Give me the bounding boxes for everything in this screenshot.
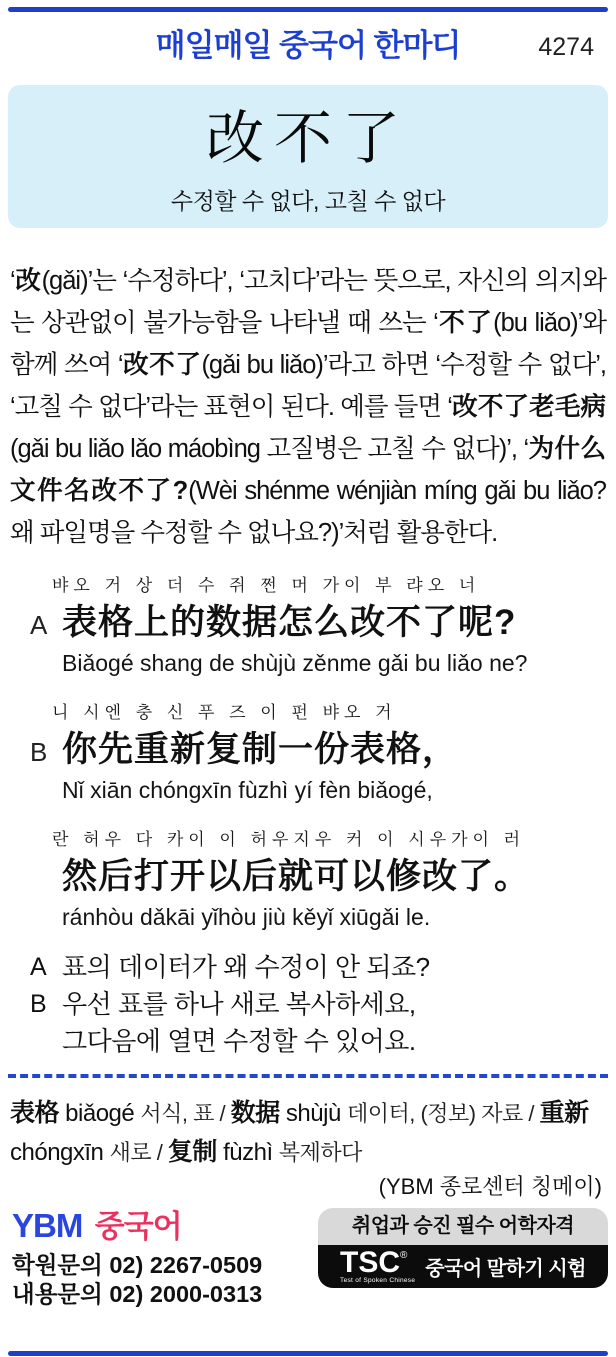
- dialogue-line-b2: [0, 828, 616, 933]
- translation-text-b1: 우선 표를 하나 새로 복사하세요,: [62, 989, 416, 1019]
- translation-label-a: A: [30, 953, 47, 981]
- pinyin-b1: Nǐ xiān chóngxīn fùzhì yí fèn biǎogé,: [62, 777, 433, 803]
- header: [0, 25, 616, 67]
- footer: [8, 1208, 608, 1309]
- ybm-logo: YBM: [12, 1207, 83, 1244]
- ybm-chinese-label: 중국어: [94, 1209, 182, 1244]
- pronunciation-guide-a: 뱌오 거 상 더 수 쥐 쩐 머 가이 부 랴오 너: [52, 576, 481, 595]
- vocabulary-list: 表格 biǎogé 서식, 표 / 数据 shùjù 데이터, (정보) 자료 / 重新 chóngxīn 새로 / 复制 fùzhì 복제하다: [10, 1099, 589, 1166]
- brand-logo: [12, 1208, 262, 1251]
- speaker-label-a: A: [30, 610, 48, 640]
- phone-academy: 학원문의 02) 2267-0509: [12, 1252, 263, 1278]
- author-credit: (YBM 종로센터 칭메이): [378, 1174, 602, 1199]
- chinese-lesson-card: [0, 7, 616, 1309]
- pronunciation-guide-b1: 니 시엔 충 신 푸 즈 이 펀 뱌오 거: [52, 703, 397, 722]
- bottom-divider-bar: [8, 1351, 608, 1356]
- explanation-paragraph: ‘改(gǎi)’는 ‘수정하다’, ‘고치다’라는 뜻으로, 자신의 의지와는 상관없이 불가능함을 나타낼 때 쓰는 ‘不了(bu liǎo)’와 함께 쓰여 ‘改不了(gǎi bu liǎo)’라고 하면 ‘수정할 수 없다’, ‘고칠 수 없다’라는 표현이 된다. 예를 들면 ‘改不了老毛病(gǎi bu liǎo lǎo máobìng 고질병은 고칠 수 없다)’, ‘为什么文件名改不了?(Wèi shénme wénjiàn míng gǎi bu liǎo? 왜 파일명을 수정할 수 없나요?)’처럼 활용한다.: [10, 267, 606, 547]
- translation-text-a: 표의 데이터가 왜 수정이 안 되죠?: [62, 952, 430, 982]
- translation-section: [0, 949, 616, 1060]
- chinese-row-a: [0, 598, 616, 648]
- dialogue-section: [0, 574, 616, 933]
- tsc-tagline: 취업과 승진 필수 어학자격: [318, 1208, 608, 1245]
- chinese-sentence-b1: 你先重新复制一份表格，: [62, 730, 459, 769]
- tsc-logo-row: [318, 1245, 608, 1288]
- registered-mark-icon: ®: [400, 1249, 408, 1261]
- tsc-logo: TSC® Test of Spoken Chinese: [340, 1245, 416, 1284]
- tsc-exam-label: 중국어 말하기 시험: [425, 1258, 586, 1280]
- issue-number: 4274: [538, 33, 594, 61]
- brand-block: [8, 1208, 262, 1309]
- pinyin-a: Biǎogé shang de shùjù zěnme gǎi bu liǎo ne?: [62, 650, 528, 676]
- tsc-exam-badge: [318, 1208, 608, 1288]
- page-title: 매일매일 중국어 한마디: [155, 28, 461, 63]
- chinese-row-b1: [0, 725, 616, 775]
- pinyin-b2: ránhòu dǎkāi yǐhòu jiù kěyǐ xiūgǎi le.: [62, 904, 431, 930]
- dialogue-line-a: [0, 574, 616, 679]
- tsc-subtitle: Test of Spoken Chinese: [340, 1276, 416, 1284]
- phrase-meaning: 수정할 수 없다, 고칠 수 없다: [170, 188, 446, 214]
- translation-label-b: B: [30, 990, 47, 1018]
- top-divider-bar: [8, 7, 608, 12]
- translation-b: [0, 986, 616, 1023]
- translation-text-b2: 그다음에 열면 수정할 수 있어요.: [62, 1026, 416, 1056]
- pronunciation-guide-b2: 란 허우 다 카이 이 허우지우 커 이 시우가이 러: [52, 830, 526, 849]
- chinese-sentence-a: 表格上的数据怎么改不了呢?: [62, 603, 517, 642]
- speaker-label-b: B: [30, 737, 48, 767]
- chinese-row-b2: [0, 852, 616, 902]
- chinese-sentence-b2: 然后打开以后就可以修改了。: [62, 857, 531, 896]
- contact-phones: [12, 1251, 262, 1309]
- phrase-hanzi: 改不了: [205, 104, 410, 172]
- phrase-card: [8, 85, 608, 228]
- dashed-divider: [8, 1074, 608, 1078]
- dialogue-line-b1: [0, 701, 616, 806]
- phone-content: 내용문의 02) 2000-0313: [12, 1281, 263, 1307]
- translation-a: [0, 949, 616, 986]
